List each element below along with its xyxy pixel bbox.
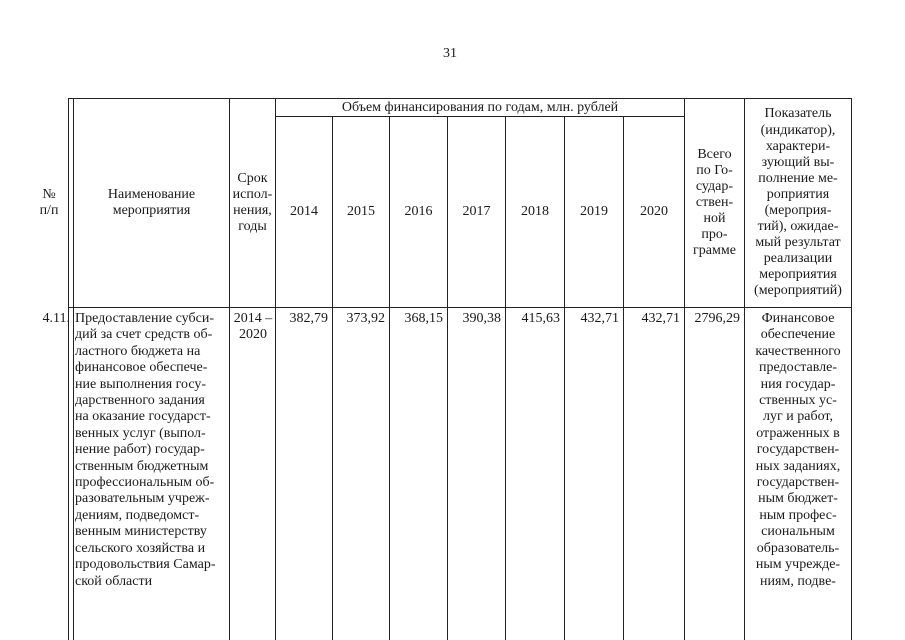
page-number: 31 xyxy=(443,46,457,61)
header-bottom-border xyxy=(68,307,852,308)
col-divider-13 xyxy=(851,98,852,640)
row-number: 4.11. xyxy=(42,311,70,326)
row-value-2016: 368,15 xyxy=(404,311,443,326)
row-total: 2796,29 xyxy=(694,311,740,326)
row-value-2019: 432,71 xyxy=(580,311,619,326)
row-value-2015: 373,92 xyxy=(346,311,385,326)
row-activity-name: Предоставление субси- дий за счет средств об- ластного бюджета на финансовое обеспече- ние выполнения госу- дарственного задания на оказание государст- венных услуг (выпол- нение работ) государ- ственным бюджетным профессиональным об- разовательным учреж- дениям, подведомст- венным министерству сельского хозяйства и продовольствия Самар- ской области xyxy=(75,311,216,589)
header-year-2015: 2015 xyxy=(347,204,375,219)
row-value-2014: 382,79 xyxy=(289,311,328,326)
header-year-2016: 2016 xyxy=(404,204,433,219)
row-value-2020: 432,71 xyxy=(641,311,680,326)
row-value-2017: 390,38 xyxy=(462,311,501,326)
col-divider-1 xyxy=(68,98,69,640)
header-year-2017: 2017 xyxy=(462,204,491,219)
header-activity-name: Наименование мероприятия xyxy=(107,187,196,218)
row-value-2018: 415,63 xyxy=(521,311,560,326)
header-term: Срок испол- нения, годы xyxy=(232,171,273,234)
header-year-2019: 2019 xyxy=(580,204,608,219)
header-total: Всего по Го- судар- ствен- ной про- грамме xyxy=(693,147,736,258)
header-year-2014: 2014 xyxy=(290,204,318,219)
header-year-2020: 2020 xyxy=(640,204,668,219)
header-indicator: Показатель (индикатор), характери- зующий вы- полнение ме- роприятия (мероприя- тий), ожидае- мый результат реализации мероприятия (мероприятий) xyxy=(754,106,842,299)
header-number: № п/п xyxy=(39,187,59,218)
row-term: 2014 – 2020 xyxy=(233,311,273,343)
header-funding: Объем финансирования по годам, млн. рублей xyxy=(341,99,619,115)
header-year-2018: 2018 xyxy=(521,204,549,219)
row-indicator: Финансовое обеспечение качественного предоставле- ния государ- ственных ус- луг и работ, отраженных в государствен- ных заданиях, государствен- ным бюджет- ным профес- сиональным образователь- ным учрежде- ниям, подве- xyxy=(755,311,841,589)
